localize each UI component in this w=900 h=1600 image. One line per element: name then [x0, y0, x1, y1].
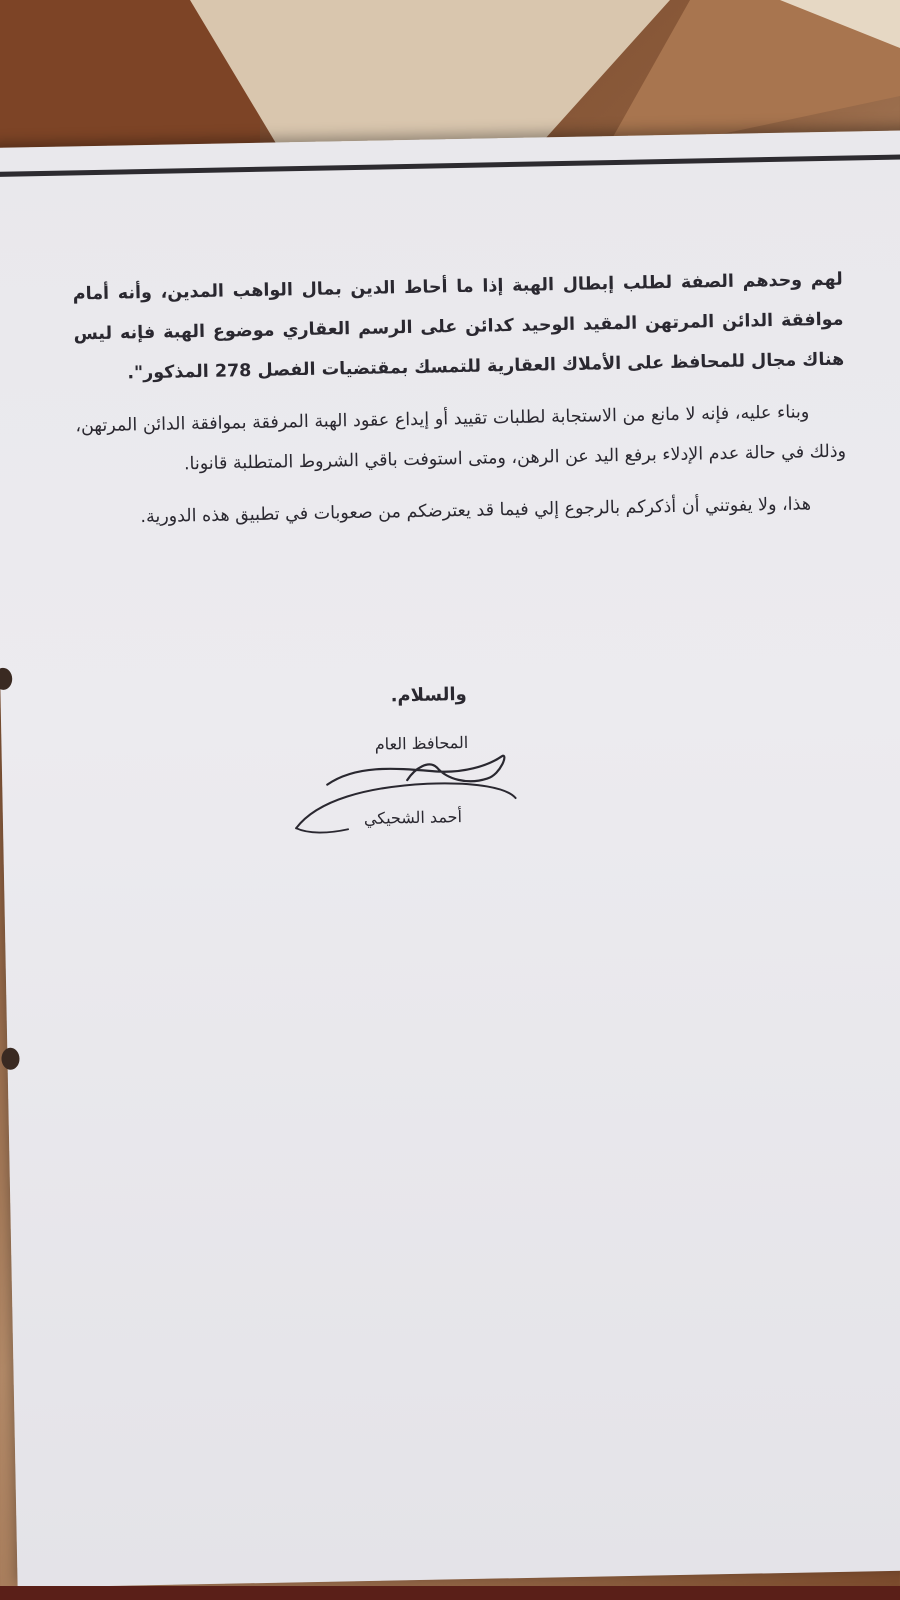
- floor-edge: [0, 1586, 900, 1600]
- folded-paper-edge: [0, 154, 900, 177]
- document-page: [0, 130, 900, 1588]
- paragraph-2: وبناء عليه، فإنه لا مانع من الاستجابة لطلبات تقييد أو إيداع عقود الهبة المرفقة بموافقة الدائن المرتهن، وذلك في حالة عدم الإدلاء برفع اليد عن الرهن، ومتى استوفت باقي الشروط المتطلبة قانونا.: [75, 402, 847, 475]
- closing-salutation: والسلام.: [390, 683, 467, 707]
- punch-hole: [1, 1048, 19, 1070]
- signatory-name: أحمد الشحيكي: [363, 807, 463, 828]
- paragraph-3: هذا، ولا يفوتني أن أذكركم بالرجوع إلي فيما قد يعترضكم من صعوبات في تطبيق هذه الدورية.: [140, 494, 812, 528]
- punch-hole: [0, 668, 12, 690]
- signatory-title: المحافظ العام: [374, 732, 469, 754]
- letter-body: [72, 260, 847, 551]
- paragraph-1: لهم وحدهم الصفة لطلب إبطال الهبة إذا ما أحاط الدين بمال الواهب المدين، وأنه أمام موافقة الدائن المرتهن المقيد الوحيد كدائن على الرسم العقاري موضوع الهبة فإنه ليس هناك مجال للمحافظ على الأملاك العقارية للتمسك بمقتضيات الفصل 278 المذكور".: [72, 269, 845, 384]
